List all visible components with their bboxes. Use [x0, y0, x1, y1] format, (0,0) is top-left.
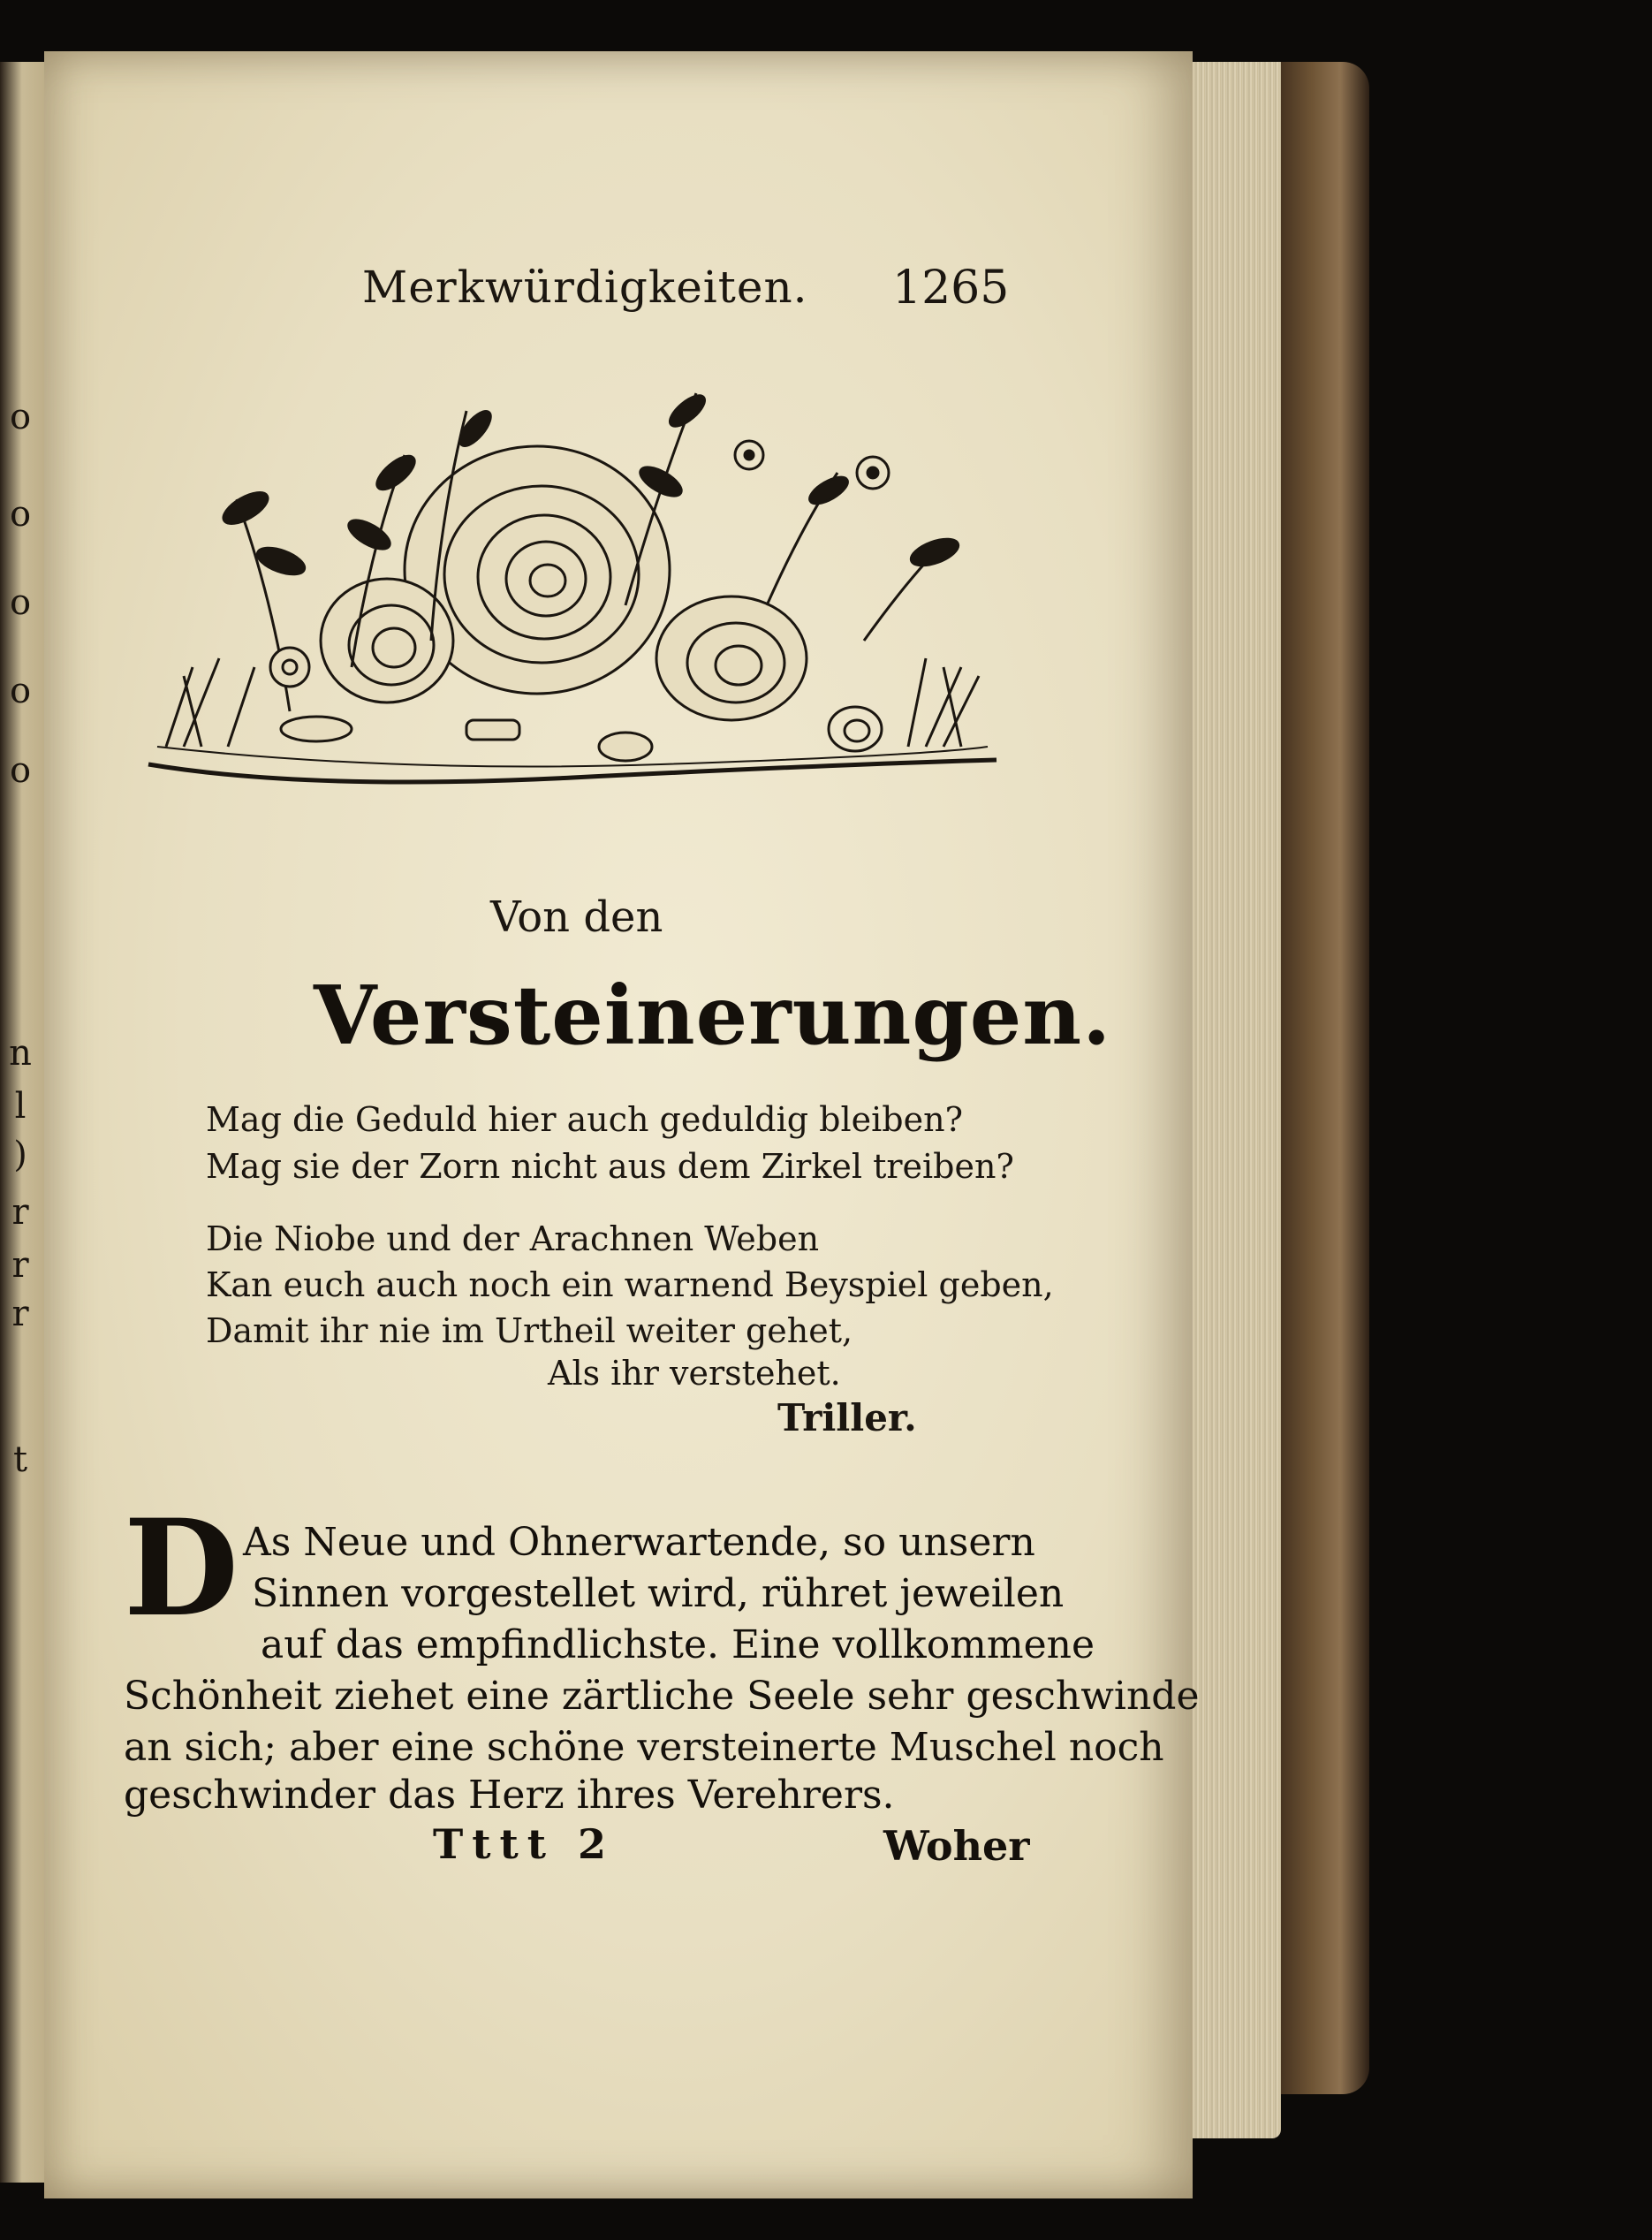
running-head: Merkwürdigkeiten. — [362, 262, 808, 313]
facing-page-glyph: o — [9, 671, 32, 711]
verse-line: Damit ihr nie im Urtheil weiter gehet, — [206, 1311, 853, 1350]
facing-page-glyph: n — [9, 1033, 32, 1074]
body-line: auf das empfindlichste. Eine vollkommene — [261, 1622, 1095, 1667]
catchword: Woher — [883, 1822, 1030, 1870]
verse-attribution: Triller. — [777, 1396, 917, 1439]
facing-page-glyph: o — [9, 397, 32, 437]
title-prefix: Von den — [490, 892, 663, 942]
facing-page-glyph: r — [11, 1192, 29, 1233]
facing-page-glyph: o — [9, 494, 32, 535]
body-line: Sinnen vorgestellet wird, rühret jeweilen — [252, 1571, 1065, 1616]
page-number: 1265 — [892, 262, 1010, 315]
facing-page-glyph: r — [11, 1245, 29, 1286]
facing-page-glyph: t — [12, 1439, 28, 1480]
drop-cap: D — [124, 1491, 239, 1646]
shell-woodcut-vignette — [131, 376, 1005, 791]
book-cover — [1272, 62, 1369, 2094]
body-line: As Neue und Ohnerwartende, so unsern — [243, 1520, 1035, 1565]
verse-line: Kan euch auch noch ein warnend Beyspiel geben, — [206, 1265, 1054, 1304]
body-line: an sich; aber eine schöne versteinerte Muschel noch — [124, 1725, 1164, 1770]
verse-line: Als ihr verstehet. — [548, 1354, 841, 1393]
chapter-title: Versteinerungen. — [314, 968, 1112, 1063]
signature-mark: Tttt 2 — [433, 1820, 615, 1868]
verse-line: Mag die Geduld hier auch geduldig bleiben? — [206, 1100, 963, 1139]
facing-page-glyph: l — [14, 1086, 27, 1127]
facing-page-glyph: o — [9, 750, 32, 791]
verse-line: Die Niobe und der Arachnen Weben — [206, 1219, 820, 1258]
body-line: geschwinder das Herz ihres Verehrers. — [124, 1773, 895, 1818]
page-edges — [1184, 62, 1281, 2138]
facing-page-glyph: o — [9, 582, 32, 623]
facing-page-glyph: r — [11, 1294, 29, 1334]
verse-line: Mag sie der Zorn nicht aus dem Zirkel treiben? — [206, 1147, 1014, 1186]
facing-page-glyph: ) — [13, 1135, 27, 1175]
body-line: Schönheit ziehet eine zärtliche Seele sehr geschwinde — [124, 1674, 1200, 1719]
